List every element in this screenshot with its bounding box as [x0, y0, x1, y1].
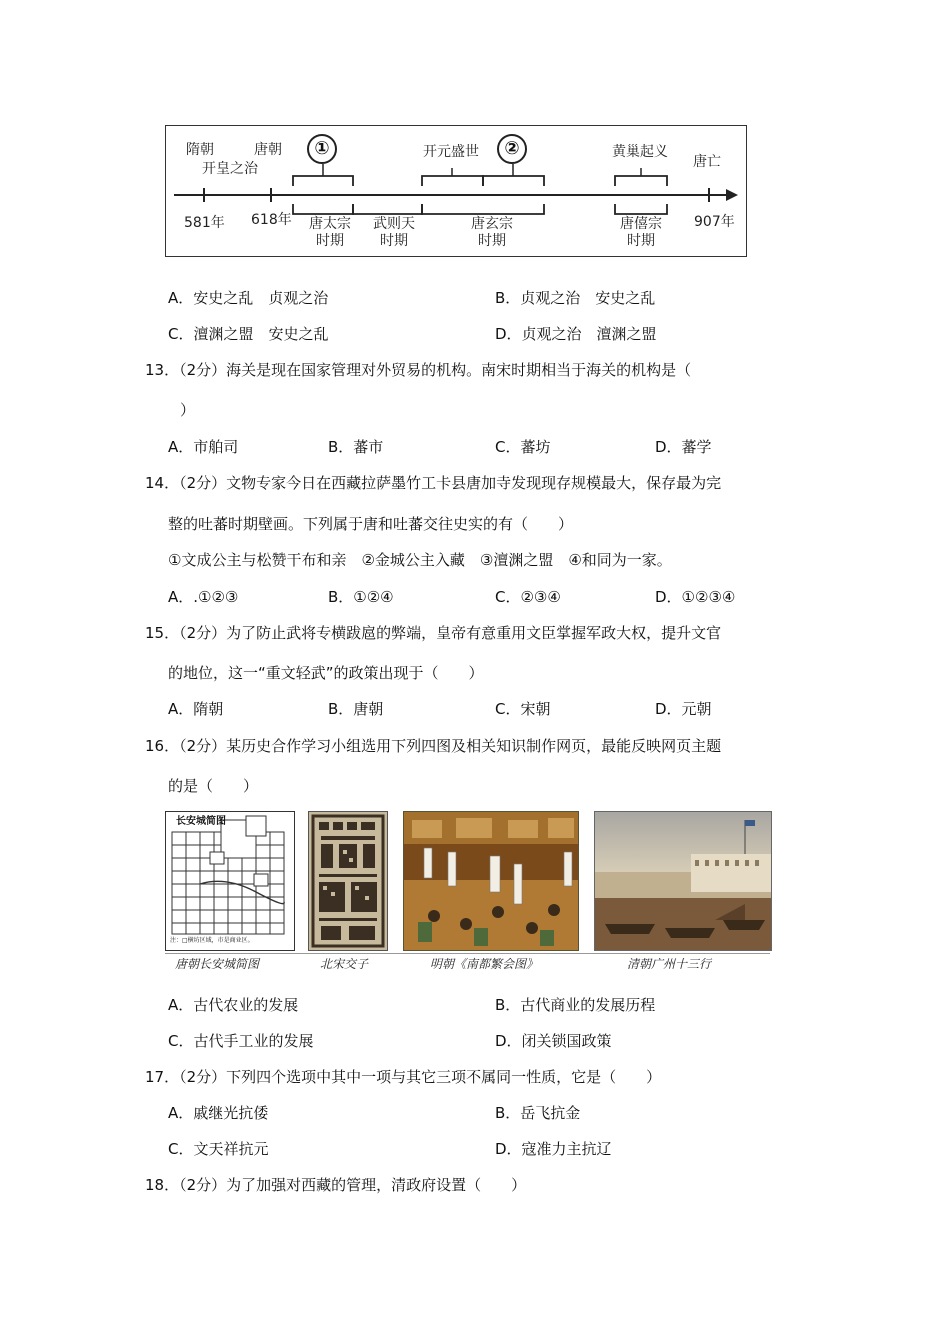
timeline-label-kaiyuan: 开元盛世: [423, 144, 479, 160]
q15-stem-cont: 的地位，这一“重文轻武”的政策出现于（ ）: [168, 664, 484, 682]
q13-option-a[interactable]: A．市舶司: [168, 438, 239, 456]
caption-thirteen: 清朝广州十三行: [627, 957, 712, 971]
q17-option-c[interactable]: C．文天祥抗元: [168, 1140, 269, 1158]
timeline-label-kaihuang: 开皇之治: [202, 161, 258, 177]
thirteen-factories-image: [594, 811, 772, 951]
q17-option-a[interactable]: A．戚继光抗倭: [168, 1104, 269, 1122]
q17-option-d[interactable]: D．寇准力主抗辽: [495, 1140, 612, 1158]
timeline-label-xizong-shiqi: 时期: [627, 233, 655, 249]
timeline-label-taizong: 唐太宗: [309, 216, 351, 232]
q12-option-d[interactable]: D．贞观之治 澶渊之盟: [495, 325, 657, 343]
timeline-figure: [165, 125, 747, 257]
timeline-circle-1: ①: [307, 134, 337, 164]
q17-stem: 17．（2分）下列四个选项中其中一项与其它三项不属同一性质，它是（ ）: [145, 1068, 662, 1086]
timeline-label-taizong-shiqi: 时期: [316, 233, 344, 249]
nandu-painting-image: [403, 811, 579, 951]
caption-divider: [165, 953, 770, 954]
q13-stem-close: ）: [180, 401, 196, 419]
q13-option-d[interactable]: D．蕃学: [655, 438, 712, 456]
timeline-label-907: 907年: [694, 214, 735, 230]
q16-option-c[interactable]: C．古代手工业的发展: [168, 1032, 314, 1050]
q13-stem: 13．（2分）海关是现在国家管理对外贸易的机构。南宋时期相当于海关的机构是（: [145, 361, 692, 379]
q14-option-d[interactable]: D．①②③④: [655, 588, 736, 606]
caption-changan: 唐朝长安城简图: [175, 957, 260, 971]
caption-jiaozi: 北宋交子: [320, 957, 369, 971]
q12-option-c[interactable]: C．澶渊之盟 安史之乱: [168, 325, 329, 343]
q14-items: ①文成公主与松赞干布和亲 ②金城公主入藏 ③澶渊之盟 ④和同为一家。: [168, 551, 672, 569]
timeline-circle-2: ②: [497, 134, 527, 164]
timeline-label-wuzetian-shiqi: 时期: [380, 233, 408, 249]
timeline-label-huangchao: 黄巢起义: [612, 144, 668, 160]
q12-option-a[interactable]: A．安史之乱 贞观之治: [168, 289, 329, 307]
q16-option-b[interactable]: B．古代商业的发展历程: [495, 996, 656, 1014]
jiaozi-image: [308, 811, 388, 951]
changan-map-note: 注：□横坊区域，市是商业区。: [170, 937, 254, 944]
timeline-label-xuanzong: 唐玄宗: [471, 216, 513, 232]
q14-stem: 14．（2分）文物专家今日在西藏拉萨墨竹工卡县唐加寺发现现存规模最大，保存最为完: [145, 474, 722, 492]
changan-map-title: 长安城简图: [176, 816, 226, 827]
q16-option-d[interactable]: D．闭关锁国政策: [495, 1032, 612, 1050]
q15-option-c[interactable]: C．宋朝: [495, 700, 551, 718]
q14-option-c[interactable]: C．②③④: [495, 588, 561, 606]
timeline-label-tang: 唐朝: [254, 142, 282, 158]
caption-nandu: 明朝《南都繁会图》: [430, 957, 539, 971]
timeline-label-xizong: 唐僖宗: [620, 216, 662, 232]
q15-option-d[interactable]: D．元朝: [655, 700, 712, 718]
timeline-label-xuanzong-shiqi: 时期: [478, 233, 506, 249]
q15-option-b[interactable]: B．唐朝: [328, 700, 384, 718]
timeline-label-618: 618年: [251, 212, 292, 228]
q16-image-strip: [165, 808, 770, 973]
q13-option-b[interactable]: B．蕃市: [328, 438, 384, 456]
q16-option-a[interactable]: A．古代农业的发展: [168, 996, 299, 1014]
q12-option-b[interactable]: B．贞观之治 安史之乱: [495, 289, 656, 307]
q15-option-a[interactable]: A．隋朝: [168, 700, 224, 718]
timeline-label-wuzetian: 武则天: [373, 216, 415, 232]
q13-option-c[interactable]: C．蕃坊: [495, 438, 551, 456]
q16-stem: 16．（2分）某历史合作学习小组选用下列四图及相关知识制作网页，最能反映网页主题: [145, 737, 722, 755]
q14-option-b[interactable]: B．①②④: [328, 588, 394, 606]
q18-stem: 18．（2分）为了加强对西藏的管理，清政府设置（ ）: [145, 1176, 527, 1194]
timeline-label-tangwang: 唐亡: [693, 154, 721, 170]
q15-stem: 15．（2分）为了防止武将专横跋扈的弊端，皇帝有意重用文臣掌握军政大权，提升文官: [145, 624, 722, 642]
q14-stem-cont: 整的吐蕃时期壁画。下列属于唐和吐蕃交往史实的有（ ）: [168, 515, 574, 533]
changan-map-image: [165, 811, 295, 951]
q14-option-a[interactable]: A．.①②③: [168, 588, 239, 606]
q17-option-b[interactable]: B．岳飞抗金: [495, 1104, 581, 1122]
timeline-label-581: 581年: [184, 215, 225, 231]
q16-stem-cont: 的是（ ）: [168, 777, 259, 795]
timeline-label-sui: 隋朝: [186, 142, 214, 158]
